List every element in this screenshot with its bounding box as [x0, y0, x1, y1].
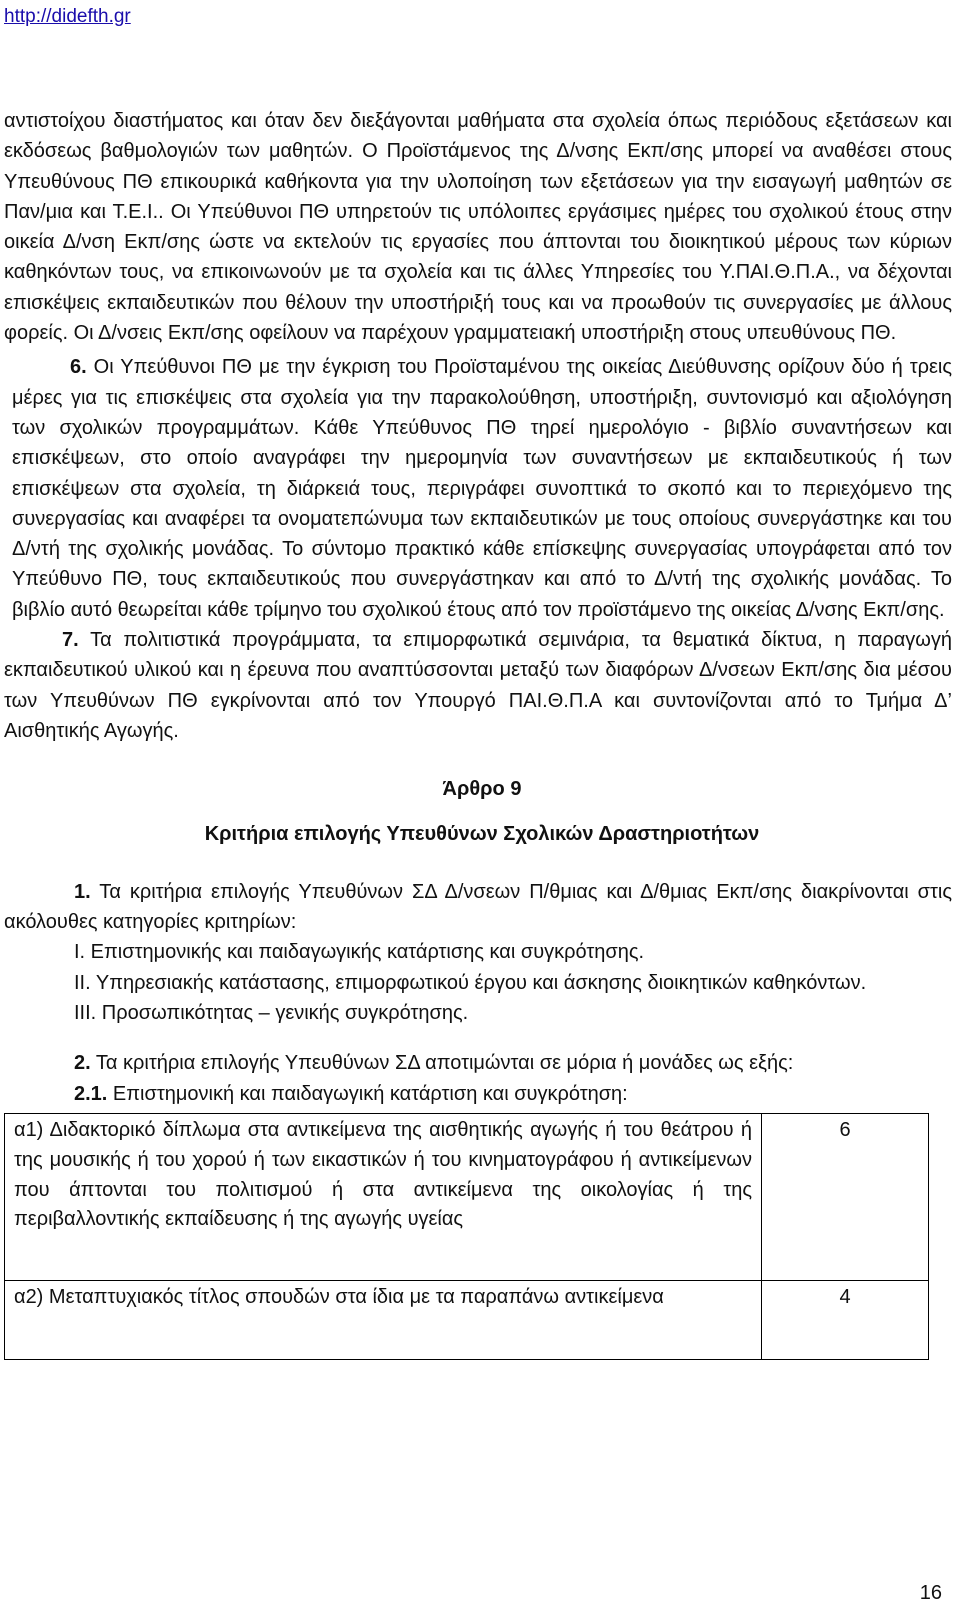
article-subtitle: Κριτήρια επιλογής Υπευθύνων Σχολικών Δραστηριοτήτων: [204, 822, 760, 845]
criteria-category-3: ΙΙΙ. Προσωπικότητας – γενικής συγκρότησης.: [74, 1002, 469, 1025]
section-number: 1.: [74, 880, 91, 903]
paragraph-6: [12, 352, 952, 625]
table-row: [5, 1280, 929, 1359]
article-title: Άρθρο 9: [442, 778, 522, 801]
paragraph-intro: αντιστοίχου διαστήματος και όταν δεν διεξάγονται μαθήματα στα σχολεία όπως περιόδους εξετάσεων και εκδόσεως βαθμολογιών των μαθητών. Ο Προϊστάμενος της Δ/νσης Εκπ/σης μπορεί να αναθέσει στους Υπευθύνους ΠΘ επικουρικά καθήκοντα για την υλοποίηση των εξετάσεων για την εισαγωγή μαθητών σε Παν/μια και Τ.Ε.Ι.. Οι Υπεύθυνοι ΠΘ υπηρετούν τις υπόλοιπες εργάσιμες ημέρες του σχολικού έτους στην οικεία Δ/νση Εκπ/σης ώστε να εκτελούν τις εργασίες που άπτονται του διοικητικού μέρους των κύριων καθηκόντων τους, να επικοινωνούν με τα σχολεία και τις άλλες Υπηρεσίες του Υ.ΠΑΙ.Θ.Π.Α., να δέχονται επισκέψεις εκπαιδευτικών που θέλουν την υποστήριξή τους και να προωθούν τις συνεργασίες με άλλους φορείς. Οι Δ/νσεις Εκπ/σης οφείλουν να παρέχουν γραμματειακή υποστήριξη στους υπευθύνους ΠΘ.: [4, 110, 952, 345]
points-cell: 6: [762, 1113, 929, 1280]
section-2: [4, 1048, 952, 1078]
paragraph-7: [4, 625, 952, 746]
document-body: [4, 106, 952, 1360]
section-1: [4, 877, 952, 938]
page-number: 16: [919, 1582, 942, 1604]
criteria-category-2: ΙΙ. Υπηρεσιακής κατάστασης, επιμορφωτικού έργου και άσκησης διοικητικών καθηκόντων.: [74, 971, 867, 994]
criterion-cell: α2) Μεταπτυχιακός τίτλος σπουδών στα ίδια με τα παραπάνω αντικείμενα: [5, 1280, 762, 1359]
paragraph-number: 7.: [62, 629, 79, 652]
criteria-category-1: Ι. Επιστημονικής και παιδαγωγικής κατάρτισης και συγκρότησης.: [74, 941, 645, 964]
criteria-table: [4, 1113, 929, 1360]
section-number: 2.: [74, 1052, 91, 1075]
paragraph-text: Οι Υπεύθυνοι ΠΘ με την έγκριση του Προϊσταμένου της οικείας Διεύθυνσης ορίζουν δύο ή τρεις μέρες για τις επισκέψεις στα σχολεία για την παρακολούθηση, υποστήριξη, συντονισμό και αξιολόγηση των σχολικών προγραμμάτων. Κάθε Υπεύθυνος ΠΘ τηρεί ημερολόγιο - βιβλίο συναντήσεων και επισκέψεων, στο οποίο αναγράφει την ημερομηνία των συναντήσεων με εκπαιδευτικούς ή των επισκέψεων στα σχολεία, τη διάρκειά τους, περιγράφει συνοπτικά το σκοπό και το περιεχόμενο της συνεργασίας και αναφέρει τα ονοματεπώνυμα των εκπαιδευτικών με τους οποίους συνεργάστηκε και του Δ/ντή της σχολικής μονάδας. Το σύντομο πρακτικό κάθε επίσκεψης συνεργασίας υπογράφεται από τον Υπεύθυνο ΠΘ, τους εκπαιδευτικούς που συνεργάστηκαν και από το Δ/ντή της σχολικής μονάδας. Το βιβλίο αυτό θεωρείται κάθε τρίμηνο του σχολικού έτους από τον προϊστάμενο της οικείας Δ/νσης Εκπ/σης.: [12, 356, 952, 621]
paragraph-number: 6.: [70, 356, 87, 379]
paragraph-text: Τα πολιτιστικά προγράμματα, τα επιμορφωτικά σεμινάρια, τα θεματικά δίκτυα, η παραγωγή εκπαιδευτικού υλικού και η έρευνα που αναπτύσσονται μεταξύ των διαφόρων Δ/νσεων Εκπ/σης δια μέσου των Υπευθύνων ΠΘ εγκρίνονται από τον Υπουργό ΠΑΙ.Θ.Π.Α και συντονίζονται από το Τμήμα Δ’ Αισθητικής Αγωγής.: [4, 629, 952, 742]
points-cell: 4: [762, 1280, 929, 1359]
table-row: [5, 1113, 929, 1280]
section-text: Επιστημονική και παιδαγωγική κατάρτιση και συγκρότηση:: [112, 1082, 628, 1105]
criterion-cell: α1) Διδακτορικό δίπλωμα στα αντικείμενα της αισθητικής αγωγής ή του θεάτρου ή της μουσικής ή του χορού ή των εικαστικών ή του κινηματογράφου ή αντικείμενων που άπτονται του πολιτισμού ή στα αντικείμενα της οικολογίας ή της περιβαλλοντικής εκπαίδευσης ή της αγωγής υγείας: [5, 1113, 762, 1280]
section-text: Τα κριτήρια επιλογής Υπευθύνων ΣΔ Δ/νσεων Π/θμιας και Δ/θμιας Εκπ/σης διακρίνονται στις ακόλουθες κατηγορίες κριτηρίων:: [4, 880, 952, 934]
section-text: Τα κριτήρια επιλογής Υπευθύνων ΣΔ αποτιμώνται σε μόρια ή μονάδες ως εξής:: [95, 1052, 794, 1075]
site-link[interactable]: http://didefth.gr: [4, 6, 131, 27]
section-number: 2.1.: [74, 1082, 108, 1105]
section-2-1: [4, 1079, 952, 1109]
